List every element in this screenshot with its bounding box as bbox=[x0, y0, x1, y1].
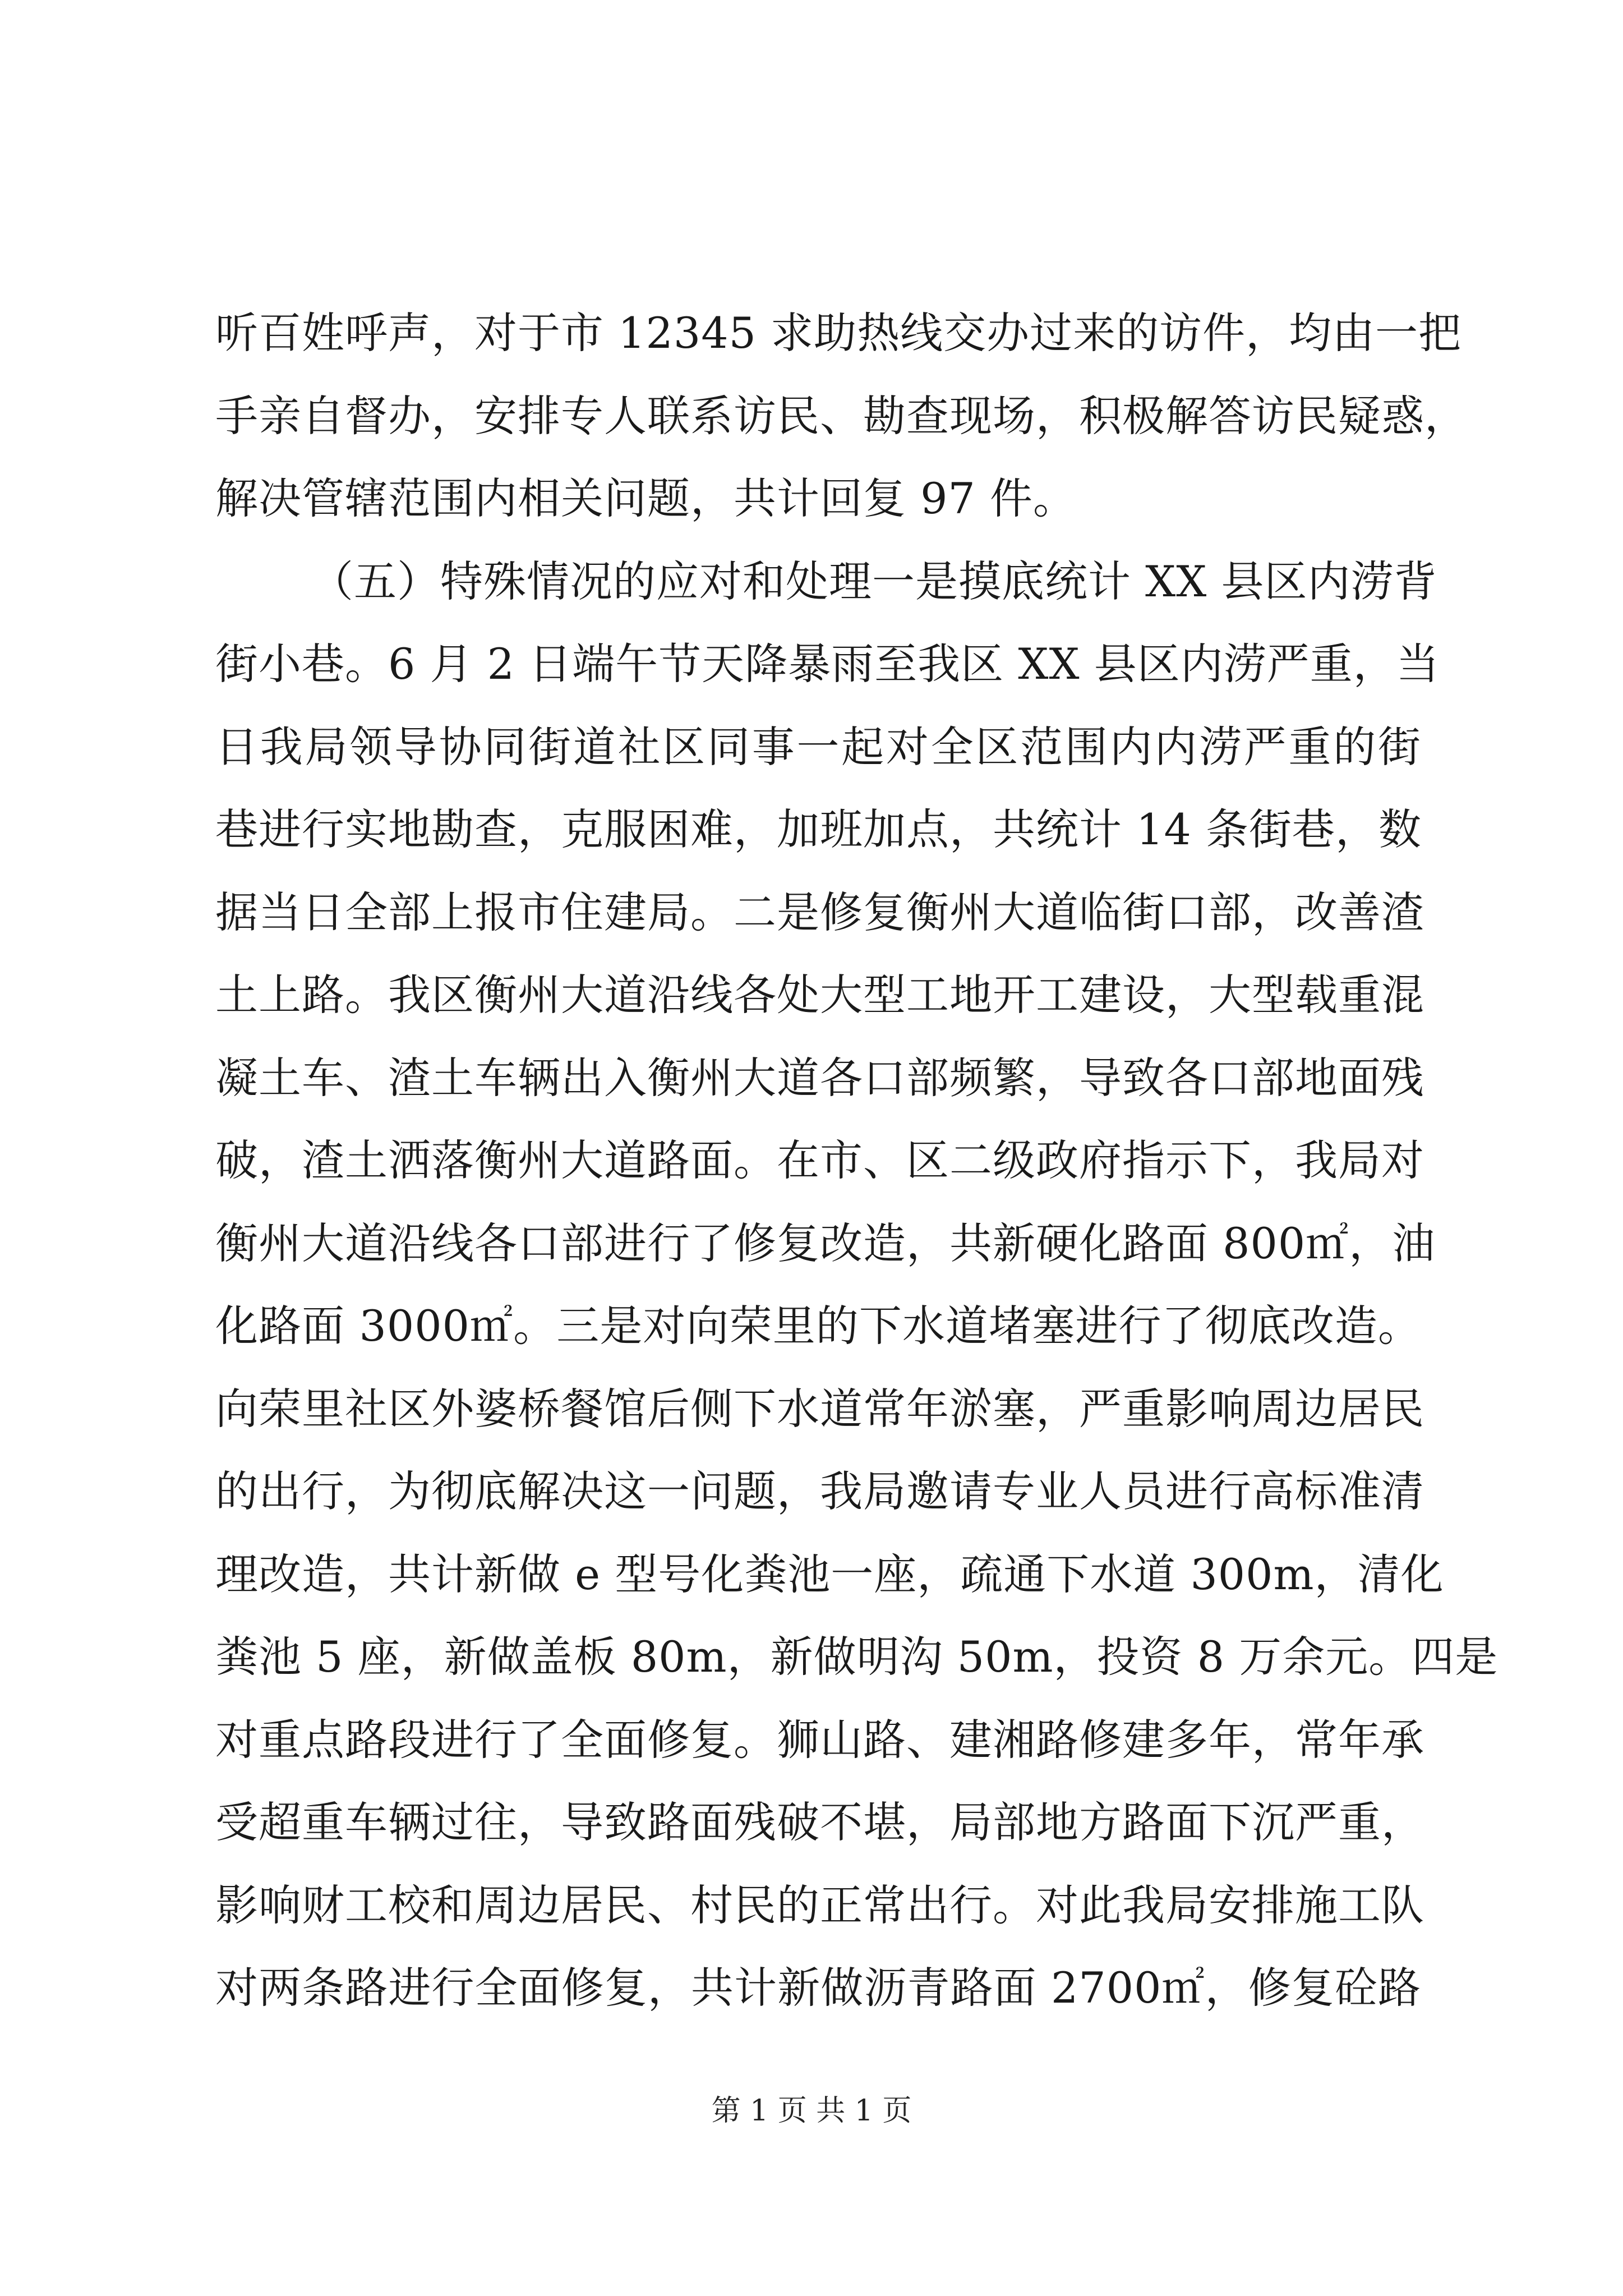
text-line: 衡州大道沿线各口部进行了修复改造，共新硬化路面 800㎡，油 bbox=[215, 1218, 1436, 1268]
text-line: 向荣里社区外婆桥餐馆后侧下水道常年淤塞，严重影响周边居民 bbox=[215, 1383, 1424, 1434]
text-line: 破，渣土洒落衡州大道路面。在市、区二级政府指示下，我局对 bbox=[215, 1135, 1424, 1185]
text-line: 理改造，共计新做 e 型号化粪池一座，疏通下水道 300m，清化 bbox=[215, 1549, 1444, 1599]
section-heading-line: （五）特殊情况的应对和处理一是摸底统计 XX 县区内涝背 bbox=[311, 556, 1437, 606]
text-line: 影响财工校和周边居民、村民的正常出行。对此我局安排施工队 bbox=[215, 1880, 1424, 1930]
text-line: 街小巷。6 月 2 日端午节天降暴雨至我区 XX 县区内涝严重，当 bbox=[215, 639, 1440, 689]
text-line: 的出行，为彻底解决这一问题，我局邀请专业人员进行高标准清 bbox=[215, 1466, 1424, 1516]
text-line: 凝土车、渣土车辆出入衡州大道各口部频繁，导致各口部地面残 bbox=[215, 1052, 1424, 1103]
text-line: 听百姓呼声，对于市 12345 求助热线交办过来的访件，均由一把 bbox=[215, 308, 1462, 358]
document-body bbox=[215, 292, 1498, 2030]
text-line: 受超重车辆过往，导致路面残破不堪，局部地方路面下沉严重， bbox=[215, 1797, 1424, 1847]
text-line: 据当日全部上报市住建局。二是修复衡州大道临街口部，改善渣 bbox=[215, 887, 1424, 937]
text-line: 巷进行实地勘查，克服困难，加班加点，共统计 14 条街巷，数 bbox=[215, 804, 1422, 854]
text-line: 手亲自督办，安排专人联系访民、勘查现场，积极解答访民疑惑， bbox=[215, 390, 1468, 441]
text-line: 土上路。我区衡州大道沿线各处大型工地开工建设，大型载重混 bbox=[215, 970, 1424, 1020]
text-line: 粪池 5 座，新做盖板 80m，新做明沟 50m，投资 8 万余元。四是 bbox=[215, 1632, 1498, 1682]
page-footer: 第 1 页 共 1 页 bbox=[711, 2094, 912, 2128]
text-line: 日我局领导协同街道社区同事一起对全区范围内内涝严重的街 bbox=[215, 721, 1421, 772]
text-line: 解决管辖范围内相关问题，共计回复 97 件。 bbox=[215, 473, 1077, 523]
text-line: 对两条路进行全面修复，共计新做沥青路面 2700㎡，修复砼路 bbox=[215, 1963, 1421, 2013]
text-line: 化路面 3000㎡。三是对向荣里的下水道堵塞进行了彻底改造。 bbox=[215, 1301, 1421, 1351]
text-line: 对重点路段进行了全面修复。狮山路、建湘路修建多年，常年承 bbox=[215, 1714, 1424, 1765]
